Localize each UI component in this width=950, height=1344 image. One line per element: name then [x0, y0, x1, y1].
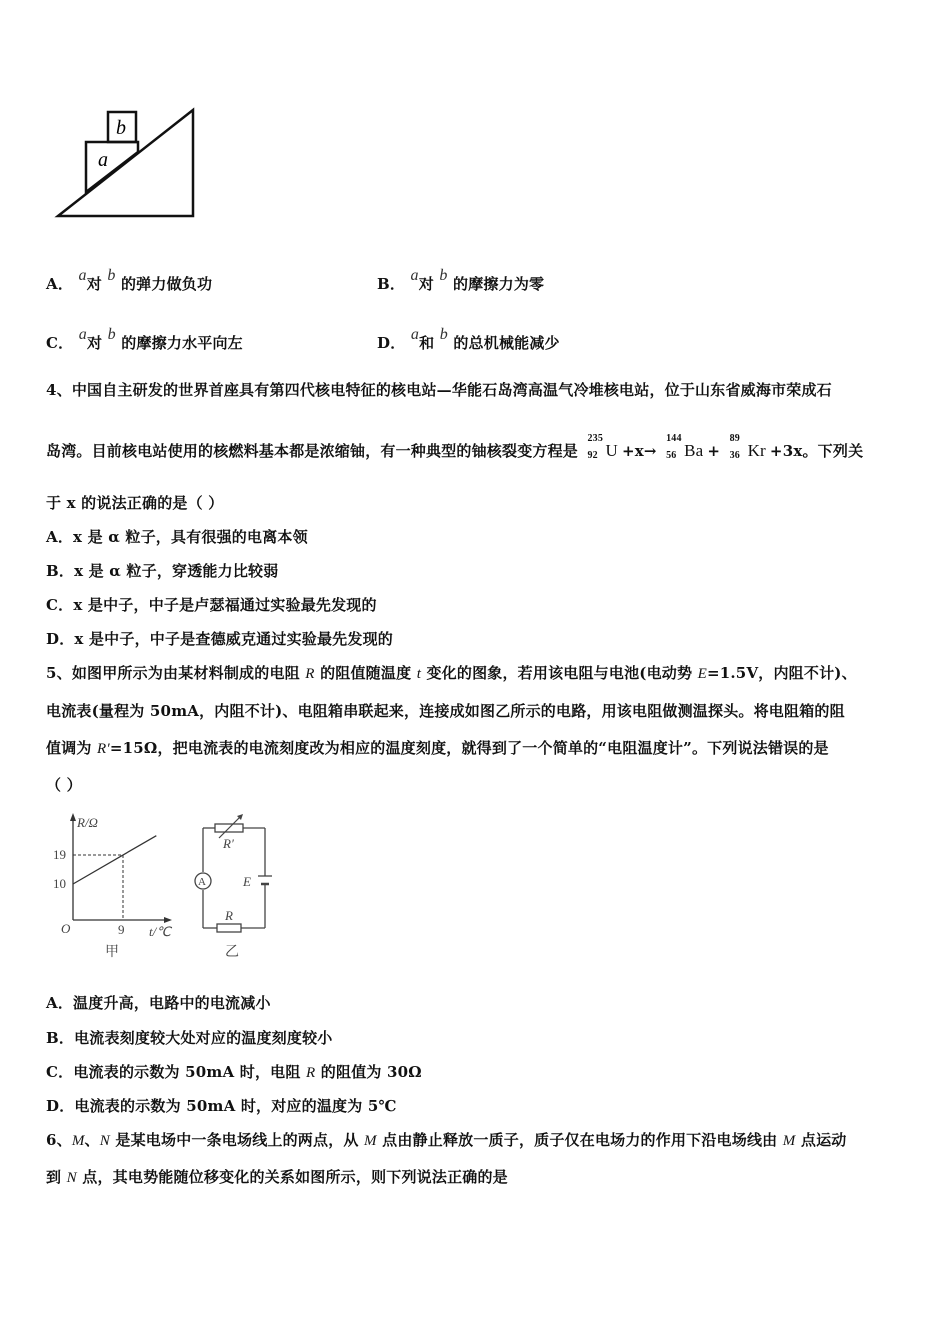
y-axis-label: R/Ω — [77, 815, 98, 830]
q5-option-a[interactable]: A．温度升高，电路中的电流减小 — [46, 994, 271, 1012]
nuclide-kr: 89 36 Kr — [729, 433, 766, 461]
resistor-r-box — [217, 924, 241, 932]
q5-option-c[interactable]: C．电流表的示数为 50mA 时，电阻 R 的阻值为 30Ω — [46, 1063, 422, 1081]
circuit-diagram — [185, 810, 280, 965]
block-b-label: b — [116, 117, 126, 139]
y-tick-10: 10 — [53, 876, 66, 891]
ammeter-label: A — [198, 876, 206, 888]
resistor-r-label: R — [225, 908, 233, 923]
q4-line2: 岛湾。目前核电站使用的核燃料基本都是浓缩铀，有一种典型的铀核裂变方程是 235 92 U +x→ 144 56 Ba + 89 36 Kr +3x。下列关 — [46, 433, 864, 461]
nuclide-ba: 144 56 Ba — [666, 433, 704, 461]
origin-label: O — [61, 921, 71, 936]
option-b[interactable]: B． a对 b 的摩擦力为零 — [377, 267, 545, 293]
option-c[interactable]: C． a对 b 的摩擦力水平向左 — [46, 326, 243, 352]
nuclide-u: 235 92 U — [587, 433, 618, 461]
option-d[interactable]: D． a和 b 的总机械能减少 — [377, 326, 560, 352]
q4-option-d[interactable]: D．x 是中子，中子是查德威克通过实验最先发现的 — [46, 630, 393, 648]
q4-option-b[interactable]: B．x 是 α 粒子，穿透能力比较弱 — [46, 562, 279, 580]
block-a — [86, 142, 138, 192]
q6-line1: 6、M、N 是某电场中一条电场线上的两点，从 M 点由静止释放一质子，质子仅在电场力的作用下沿电场线由 M 点运动 — [46, 1131, 847, 1149]
circuit-caption: 乙 — [225, 945, 239, 960]
q5-line4: （ ） — [46, 776, 82, 794]
y-tick-19: 19 — [53, 847, 66, 862]
incline-figure — [50, 100, 210, 225]
x-tick-9: 9 — [118, 922, 125, 937]
q4-line1: 4、中国自主研发的世界首座具有第四代核电特征的核电站—华能石岛湾高温气冷堆核电站，位于山东省威海市荣成石 — [46, 381, 832, 399]
q5-line1: 5、如图甲所示为由某材料制成的电阻 R 的阻值随温度 t 变化的图象，若用该电阻与电池(电动势 E=1.5V，内阻不计)、 — [46, 664, 857, 682]
r-t-line — [73, 836, 156, 884]
block-a-label: a — [98, 149, 108, 171]
x-axis-arrow — [164, 917, 172, 923]
emf-label: E — [243, 874, 251, 889]
q5-line2: 电流表(量程为 50mA，内阻不计)、电阻箱串联起来，连接成如图乙所示的电路，用该电阻做测温探头。将电阻箱的阻 — [46, 702, 845, 720]
q4-option-a[interactable]: A．x 是 α 粒子，具有很强的电离本领 — [46, 528, 308, 546]
option-a[interactable]: A． a对 b 的弹力做负功 — [46, 267, 213, 293]
graph-caption: 甲 — [105, 945, 119, 960]
q4-option-c[interactable]: C．x 是中子，中子是卢瑟福通过实验最先发现的 — [46, 596, 377, 614]
resistance-temperature-graph — [45, 810, 180, 965]
q4-line3: 于 x 的说法正确的是（ ） — [46, 494, 224, 512]
x-axis-label: t/℃ — [149, 924, 171, 939]
q5-option-b[interactable]: B．电流表刻度较大处对应的温度刻度较小 — [46, 1029, 333, 1047]
q5-option-d[interactable]: D．电流表的示数为 50mA 时，对应的温度为 5℃ — [46, 1097, 397, 1115]
rheostat-label: R′ — [223, 836, 234, 851]
y-axis-arrow — [70, 813, 76, 821]
q5-line3: 值调为 R′=15Ω，把电流表的电流刻度改为相应的温度刻度，就得到了一个简单的“电阻温度计”。下列说法错误的是 — [46, 739, 829, 757]
q6-line2: 到 N 点，其电势能随位移变化的关系如图所示，则下列说法正确的是 — [46, 1168, 508, 1186]
